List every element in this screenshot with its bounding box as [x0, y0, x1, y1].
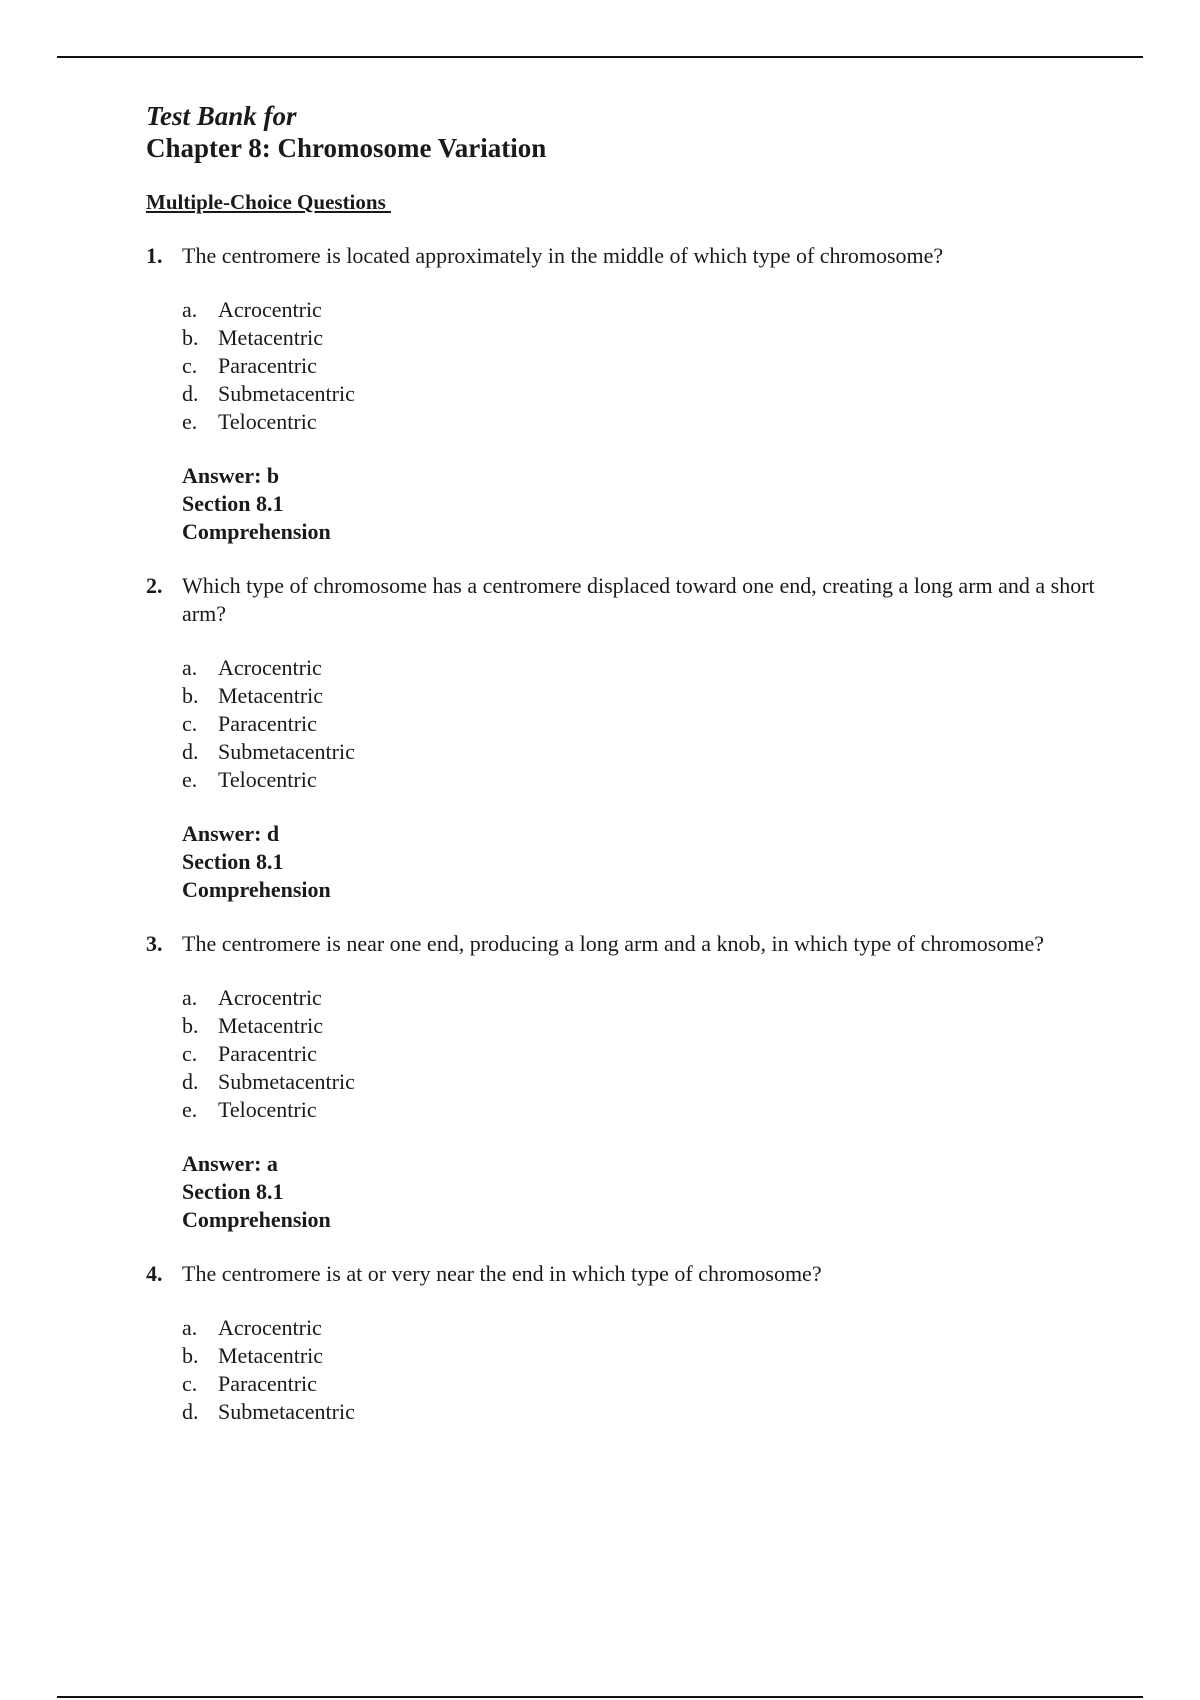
option-letter: a.: [182, 297, 198, 322]
option-text: Metacentric: [218, 325, 324, 350]
section-heading: Multiple-Choice Questions: [146, 190, 391, 214]
option-letter: b.: [182, 683, 199, 708]
answer-block: [182, 1150, 1096, 1234]
option-letter: d.: [182, 381, 199, 406]
option-item: [182, 1068, 1096, 1096]
option-letter: b.: [182, 1343, 199, 1368]
option-item: [182, 324, 1096, 352]
question-number: 3.: [146, 931, 163, 956]
option-item: [182, 710, 1096, 738]
question-number: 1.: [146, 243, 163, 268]
option-text: Acrocentric: [218, 655, 322, 680]
section-line: Section 8.1: [182, 1179, 284, 1204]
option-text: Paracentric: [218, 711, 317, 736]
option-text: Paracentric: [218, 1371, 317, 1396]
option-item: [182, 1096, 1096, 1124]
option-item: [182, 352, 1096, 380]
answer-line: Answer: b: [182, 463, 280, 488]
chapter-title: Chapter 8: Chromosome Variation: [146, 133, 547, 163]
option-letter: e.: [182, 409, 198, 434]
option-text: Paracentric: [218, 1041, 317, 1066]
option-item: [182, 984, 1096, 1012]
question-stem: [146, 242, 1096, 270]
option-item: [182, 1398, 1096, 1426]
question-block: [146, 572, 1096, 904]
question-number: 2.: [146, 573, 163, 598]
option-text: Acrocentric: [218, 297, 322, 322]
category-line: Comprehension: [182, 1207, 331, 1232]
header-subtitle: Test Bank for: [146, 101, 297, 131]
option-item: [182, 1342, 1096, 1370]
option-item: [182, 654, 1096, 682]
option-letter: c.: [182, 711, 198, 736]
answer-line: Answer: d: [182, 821, 280, 846]
question-stem: [146, 1260, 1096, 1288]
section-line: Section 8.1: [182, 849, 284, 874]
question-text: The centromere is near one end, producing a long arm and a knob, in which type of chromosome?: [182, 931, 1044, 956]
question-stem: [146, 572, 1096, 628]
question-stem: [146, 930, 1096, 958]
option-text: Submetacentric: [218, 1399, 355, 1424]
question-text: The centromere is at or very near the end in which type of chromosome?: [182, 1261, 822, 1286]
option-letter: e.: [182, 1097, 198, 1122]
option-text: Telocentric: [218, 1097, 317, 1122]
option-list: [182, 654, 1096, 794]
option-item: [182, 1314, 1096, 1342]
category-line: Comprehension: [182, 877, 331, 902]
option-text: Paracentric: [218, 353, 317, 378]
question-number: 4.: [146, 1261, 163, 1286]
option-letter: c.: [182, 1041, 198, 1066]
answer-block: [182, 820, 1096, 904]
option-letter: b.: [182, 325, 199, 350]
option-text: Submetacentric: [218, 381, 355, 406]
option-list: [182, 1314, 1096, 1426]
option-text: Acrocentric: [218, 985, 322, 1010]
bottom-rule: [57, 1696, 1143, 1698]
question-text: Which type of chromosome has a centromere displaced toward one end, creating a long arm and a short arm?: [182, 573, 1095, 626]
option-item: [182, 682, 1096, 710]
option-letter: a.: [182, 985, 198, 1010]
option-letter: c.: [182, 353, 198, 378]
option-item: [182, 1040, 1096, 1068]
section-line: Section 8.1: [182, 491, 284, 516]
option-letter: c.: [182, 1371, 198, 1396]
option-text: Metacentric: [218, 1343, 324, 1368]
question-block: [146, 1260, 1096, 1426]
option-list: [182, 296, 1096, 436]
question-block: [146, 242, 1096, 546]
option-letter: a.: [182, 655, 198, 680]
option-text: Acrocentric: [218, 1315, 322, 1340]
option-text: Telocentric: [218, 409, 317, 434]
top-rule: [57, 56, 1143, 58]
option-item: [182, 380, 1096, 408]
option-letter: d.: [182, 1069, 199, 1094]
option-letter: e.: [182, 767, 198, 792]
option-item: [182, 766, 1096, 794]
option-text: Metacentric: [218, 1013, 324, 1038]
option-letter: d.: [182, 739, 199, 764]
option-item: [182, 408, 1096, 436]
question-block: [146, 930, 1096, 1234]
option-text: Telocentric: [218, 767, 317, 792]
option-text: Submetacentric: [218, 1069, 355, 1094]
option-list: [182, 984, 1096, 1124]
document-page: [146, 100, 1096, 1426]
option-letter: b.: [182, 1013, 199, 1038]
answer-line: Answer: a: [182, 1151, 278, 1176]
option-item: [182, 296, 1096, 324]
answer-block: [182, 462, 1096, 546]
option-text: Submetacentric: [218, 739, 355, 764]
option-item: [182, 1370, 1096, 1398]
question-text: The centromere is located approximately in the middle of which type of chromosome?: [182, 243, 944, 268]
option-letter: a.: [182, 1315, 198, 1340]
option-text: Metacentric: [218, 683, 324, 708]
option-item: [182, 738, 1096, 766]
option-item: [182, 1012, 1096, 1040]
category-line: Comprehension: [182, 519, 331, 544]
option-letter: d.: [182, 1399, 199, 1424]
